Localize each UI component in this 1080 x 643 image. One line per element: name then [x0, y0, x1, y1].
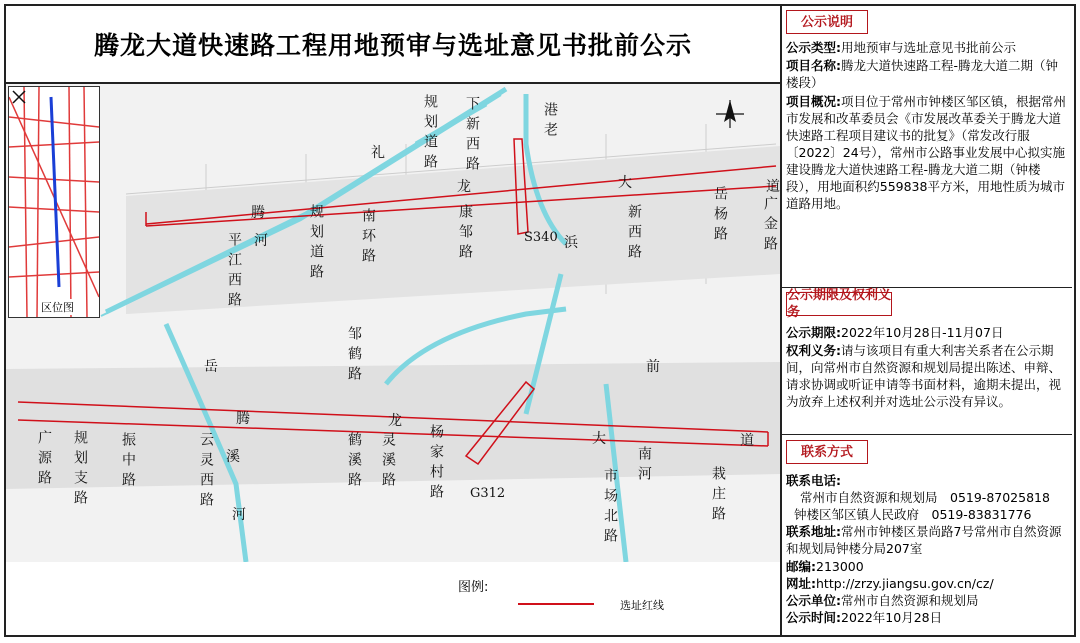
divider: [782, 434, 1072, 435]
map-label: 市场北路: [602, 468, 618, 548]
map-label: 岳杨路: [712, 186, 728, 246]
map-label: 礼: [371, 145, 385, 161]
notice-time-value: 2022年10月28日: [841, 610, 943, 625]
section-heading-rights: 公示期限及权利义务: [787, 288, 892, 320]
page-title: 腾龙大道快速路工程用地预审与选址意见书批前公示: [6, 6, 780, 84]
map-panel: [6, 6, 782, 635]
map-label: 南河: [636, 446, 652, 486]
map-label: 岳: [204, 359, 218, 375]
notice-type: [786, 39, 1068, 56]
map-label: 南环路: [360, 208, 376, 268]
section-heading-notice: 公示说明: [786, 10, 868, 34]
zip-code: [786, 558, 1068, 575]
map-label: 腾: [251, 205, 265, 221]
contact-phone-1: 常州市自然资源和规划局 0519-87025818: [800, 490, 1050, 505]
map-label: 振中路: [120, 432, 136, 492]
info-panel: [782, 6, 1074, 635]
notice-type-value: 用地预审与选址意见书批前公示: [841, 40, 1017, 55]
map-label: G312: [470, 486, 506, 501]
map-label: 道: [766, 179, 780, 195]
project-overview-value: 项目位于常州市钟楼区邹区镇，根据常州市发展和改革委员会《市发展改革委关于腾龙大道快速路工程项目建议书的批复》（常发改行服〔2022〕24号），常州市公路事业发展中心拟实施建设腾龙大道快速路工程-腾龙大道二期（钟楼段），用地面积约559838平方米，用地性质为城市道路用地。: [786, 94, 1067, 211]
map-label: 规划道路: [422, 94, 438, 174]
legend-title: 图例:: [458, 580, 489, 595]
project-name: [786, 57, 1068, 91]
location-inset-map: [8, 86, 100, 318]
contact-phone: [786, 472, 1068, 523]
website-value[interactable]: http://zrzy.jiangsu.gov.cn/cz/: [816, 576, 994, 591]
notice-type-key: 公示类型:: [786, 40, 841, 55]
map-label: 鹤溪路: [346, 432, 362, 492]
contact-address: [786, 523, 1068, 557]
contact-phone-2: 钟楼区邹区镇人民政府 0519-83831776: [794, 507, 1032, 522]
notice-board: [4, 4, 1076, 637]
zip-code-value: 213000: [816, 559, 864, 574]
notice-time-key: 公示时间:: [786, 610, 841, 625]
map-label: 龙: [388, 413, 402, 429]
inset-graphic: [9, 87, 99, 317]
map-label: 新西路: [626, 204, 642, 264]
redline-swatch: [518, 603, 594, 605]
map-label: 大: [592, 431, 606, 447]
rights-obligations-value: 请与该项目有重大利害关系者在公示期间，向常州市自然资源和规划局提出陈述、申辩、请求协调或听证申请等书面材料，逾期未提出，视为放弃上述权利并对选址公示没有异议。: [786, 343, 1062, 409]
website: [786, 575, 1068, 592]
inset-label: 区位图: [41, 301, 74, 314]
map-label: 河: [254, 233, 268, 249]
notice-period-key: 公示期限:: [786, 325, 841, 340]
contact-phone-key: 联系电话:: [786, 473, 841, 488]
map-label: 龙: [457, 179, 471, 195]
publishing-unit-key: 公示单位:: [786, 593, 841, 608]
map-label: 下新西路: [464, 96, 480, 176]
rights-obligations-key: 权利义务:: [786, 343, 841, 358]
map-label: 港老: [542, 102, 558, 142]
map-label: 杨家村路: [428, 424, 444, 504]
contact-address-key: 联系地址:: [786, 524, 841, 539]
map-label: 大: [618, 175, 632, 191]
map-label: 河: [232, 507, 246, 523]
map-label: 溪: [226, 449, 240, 465]
project-overview-key: 项目概况:: [786, 94, 841, 109]
publishing-unit-value: 常州市自然资源和规划局: [841, 593, 979, 608]
section-heading-contact: 联系方式: [786, 440, 868, 464]
contact-address-value: 常州市钟楼区景尚路7号常州市自然资源和规划局钟楼分局207室: [786, 524, 1062, 556]
notice-period-value: 2022年10月28日-11月07日: [841, 325, 1004, 340]
zip-code-key: 邮编:: [786, 559, 816, 574]
map-label: 前: [646, 359, 660, 375]
map-label: 浜: [564, 235, 578, 251]
map-label: 广金路: [762, 196, 778, 256]
notice-period: [786, 324, 1068, 341]
map-label: 规划道路: [308, 204, 324, 284]
map-label: 邹鹤路: [346, 326, 362, 386]
legend: [6, 562, 780, 635]
website-key: 网址:: [786, 576, 816, 591]
rights-obligations: [786, 342, 1068, 410]
map-label: 灵溪路: [380, 432, 396, 492]
map-label: 康邹路: [457, 204, 473, 264]
publishing-unit: [786, 592, 1068, 609]
map-label: 云灵西路: [198, 432, 214, 512]
project-overview: [786, 93, 1068, 212]
map-label: 平江西路: [226, 232, 242, 312]
notice-time: [786, 609, 1068, 626]
map-label: 腾: [236, 411, 250, 427]
legend-redline-label: 选址红线: [620, 599, 664, 612]
map-label: 广源路: [36, 430, 52, 490]
map-label: 规划支路: [72, 430, 88, 510]
map-label: 栽庄路: [710, 466, 726, 526]
project-name-key: 项目名称:: [786, 58, 841, 73]
project-name-value: 腾龙大道快速路工程-腾龙大道二期（钟楼段）: [786, 58, 1059, 90]
map-label: 道: [740, 433, 754, 449]
site-map: [6, 84, 780, 562]
map-label: S340: [524, 230, 558, 245]
